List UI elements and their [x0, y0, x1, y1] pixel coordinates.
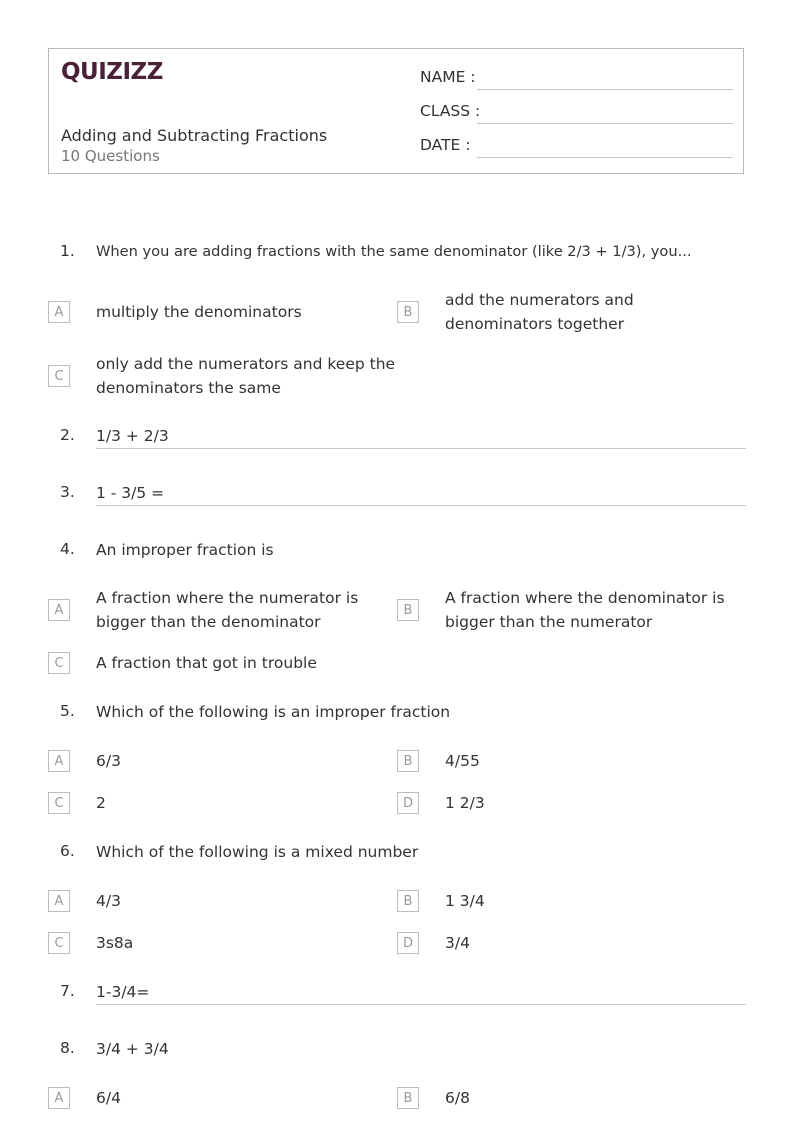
option-text: 3s8a — [96, 934, 134, 952]
option-text: 6/3 — [96, 752, 121, 770]
question-number: 5. — [60, 702, 75, 720]
option-box-b[interactable]: B — [397, 599, 419, 621]
worksheet-title: Adding and Subtracting Fractions — [61, 126, 328, 145]
question-text: 1/3 + 2/3 — [96, 427, 169, 445]
question-number: 6. — [60, 842, 75, 860]
question-number: 8. — [60, 1039, 75, 1057]
option-box-c[interactable]: C — [48, 792, 70, 814]
option-text: 4/55 — [445, 752, 480, 770]
option-box-d[interactable]: D — [397, 932, 419, 954]
question-text: 3/4 + 3/4 — [96, 1040, 169, 1058]
name-label: NAME : — [420, 68, 476, 86]
option-text: 1 3/4 — [445, 892, 485, 910]
option-text: only add the numerators and keep the denominators the same — [96, 355, 396, 397]
option-box-a[interactable]: A — [48, 599, 70, 621]
worksheet-header — [48, 48, 744, 174]
option-box-a[interactable]: A — [48, 750, 70, 772]
question-text: Which of the following is an improper fraction — [96, 703, 451, 721]
answer-line[interactable] — [96, 505, 746, 506]
date-label: DATE : — [420, 136, 471, 154]
question-number: 1. — [60, 242, 75, 260]
question-text: 1-3/4= — [96, 983, 150, 1001]
quizizz-logo: QUIZIZZ — [61, 59, 163, 85]
question-text: When you are adding fractions with the same denominator (like 2/3 + 1/3), you... — [96, 243, 692, 260]
option-text: 1 2/3 — [445, 794, 485, 812]
option-box-a[interactable]: A — [48, 301, 70, 323]
option-box-b[interactable]: B — [397, 301, 419, 323]
option-text: add the numerators and denominators together — [445, 291, 634, 333]
option-box-b[interactable]: B — [397, 1087, 419, 1109]
option-text: A fraction where the numerator is bigger than the denominator — [96, 589, 359, 631]
answer-line[interactable] — [96, 1004, 746, 1005]
date-field[interactable] — [477, 157, 733, 158]
option-box-a[interactable]: A — [48, 890, 70, 912]
option-text: A fraction that got in trouble — [96, 654, 317, 672]
question-text: An improper fraction is — [96, 541, 274, 559]
option-box-d[interactable]: D — [397, 792, 419, 814]
answer-line[interactable] — [96, 448, 746, 449]
question-text: Which of the following is a mixed number — [96, 843, 419, 861]
name-field[interactable] — [477, 89, 733, 90]
option-box-b[interactable]: B — [397, 890, 419, 912]
option-box-c[interactable]: C — [48, 652, 70, 674]
option-text: 6/8 — [445, 1089, 470, 1107]
question-text: 1 - 3/5 = — [96, 484, 165, 502]
option-box-c[interactable]: C — [48, 365, 70, 387]
option-text: 6/4 — [96, 1089, 121, 1107]
question-number: 7. — [60, 982, 75, 1000]
option-box-b[interactable]: B — [397, 750, 419, 772]
option-text: multiply the denominators — [96, 303, 302, 321]
option-text: 3/4 — [445, 934, 470, 952]
class-label: CLASS : — [420, 102, 481, 120]
question-number: 3. — [60, 483, 75, 501]
question-count: 10 Questions — [61, 147, 160, 165]
class-field[interactable] — [477, 123, 733, 124]
option-text: 2 — [96, 794, 106, 812]
option-text: 4/3 — [96, 892, 121, 910]
option-box-a[interactable]: A — [48, 1087, 70, 1109]
option-box-c[interactable]: C — [48, 932, 70, 954]
question-number: 4. — [60, 540, 75, 558]
option-text: A fraction where the denominator is bigger than the numerator — [445, 589, 725, 631]
question-number: 2. — [60, 426, 75, 444]
